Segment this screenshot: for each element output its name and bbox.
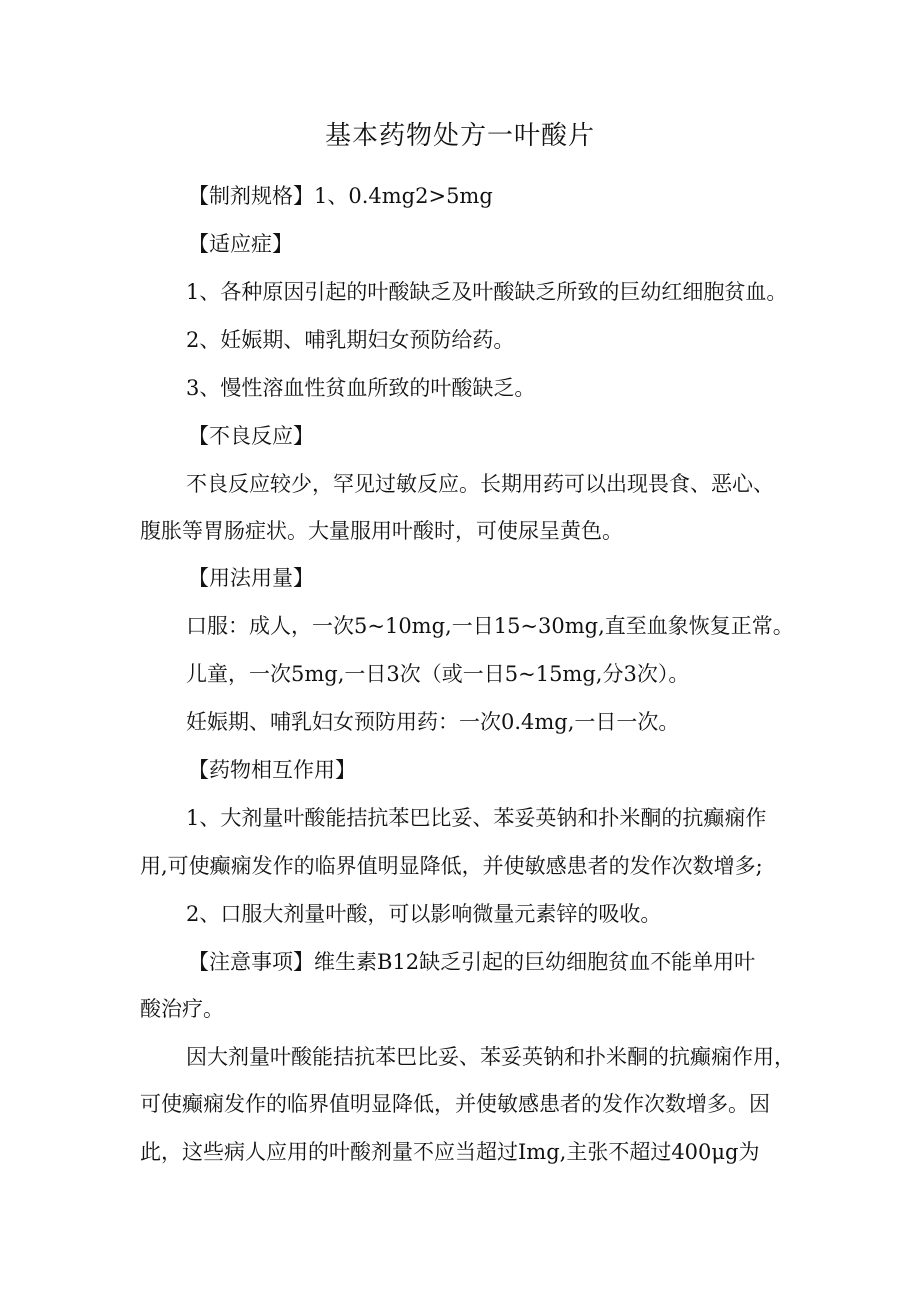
document-title: 基本药物处方一叶酸片	[324, 121, 595, 151]
section-heading-interactions: 【药物相互作用】	[188, 758, 356, 782]
precautions-line-1: 【注意事项】维生素B12缺乏引起的巨幼细胞贫血不能单用叶	[188, 950, 756, 974]
closing-paragraph-line-3: 此，这些病人应用的叶酸剂量不应当超过Img,主张不超过400μg为	[140, 1140, 760, 1164]
precautions-line-2: 酸治疗。	[140, 997, 224, 1021]
indication-item-1: 1、各种原因引起的叶酸缺乏及叶酸缺乏所致的巨幼红细胞贫血。	[186, 280, 788, 304]
dosage-adult-line: 口服：成人，一次5~10mg,一日15~30mg,直至血象恢复正常。	[186, 614, 794, 638]
closing-paragraph-line-2: 可使癫痫发作的临界值明显降低，并使敏感患者的发作次数增多。因	[140, 1092, 770, 1116]
interaction-item-2: 2、口服大剂量叶酸，可以影响微量元素锌的吸收。	[186, 902, 662, 926]
indication-item-3: 3、慢性溶血性贫血所致的叶酸缺乏。	[186, 376, 536, 400]
section-heading-indications: 【适应症】	[188, 232, 293, 256]
section-heading-dosage: 【用法用量】	[188, 566, 314, 590]
adverse-reactions-line-1: 不良反应较少，罕见过敏反应。长期用药可以出现畏食、恶心、	[186, 472, 774, 496]
dosage-pregnancy-line: 妊娠期、哺乳妇女预防用药：一次0.4mg,一日一次。	[186, 710, 680, 734]
interaction-item-1-line-2: 用,可使癫痫发作的临界值明显降低，并使敏感患者的发作次数增多;	[140, 854, 763, 878]
adverse-reactions-line-2: 腹胀等胃肠症状。大量服用叶酸时，可使尿呈黄色。	[140, 519, 623, 543]
section-heading-adverse-reactions: 【不良反应】	[188, 424, 314, 448]
dosage-child-line: 儿童，一次5mg,一日3次（或一日5~15mg,分3次）。	[186, 662, 690, 686]
indication-item-2: 2、妊娠期、哺乳期妇女预防给药。	[186, 328, 515, 352]
spec-line: 【制剂规格】1、0.4mg2>5mg	[188, 184, 493, 208]
interaction-item-1-line-1: 1、大剂量叶酸能拮抗苯巴比妥、苯妥英钠和扑米酮的抗癫痫作	[186, 806, 767, 830]
closing-paragraph-line-1: 因大剂量叶酸能拮抗苯巴比妥、苯妥英钠和扑米酮的抗癫痫作用，	[186, 1045, 795, 1069]
